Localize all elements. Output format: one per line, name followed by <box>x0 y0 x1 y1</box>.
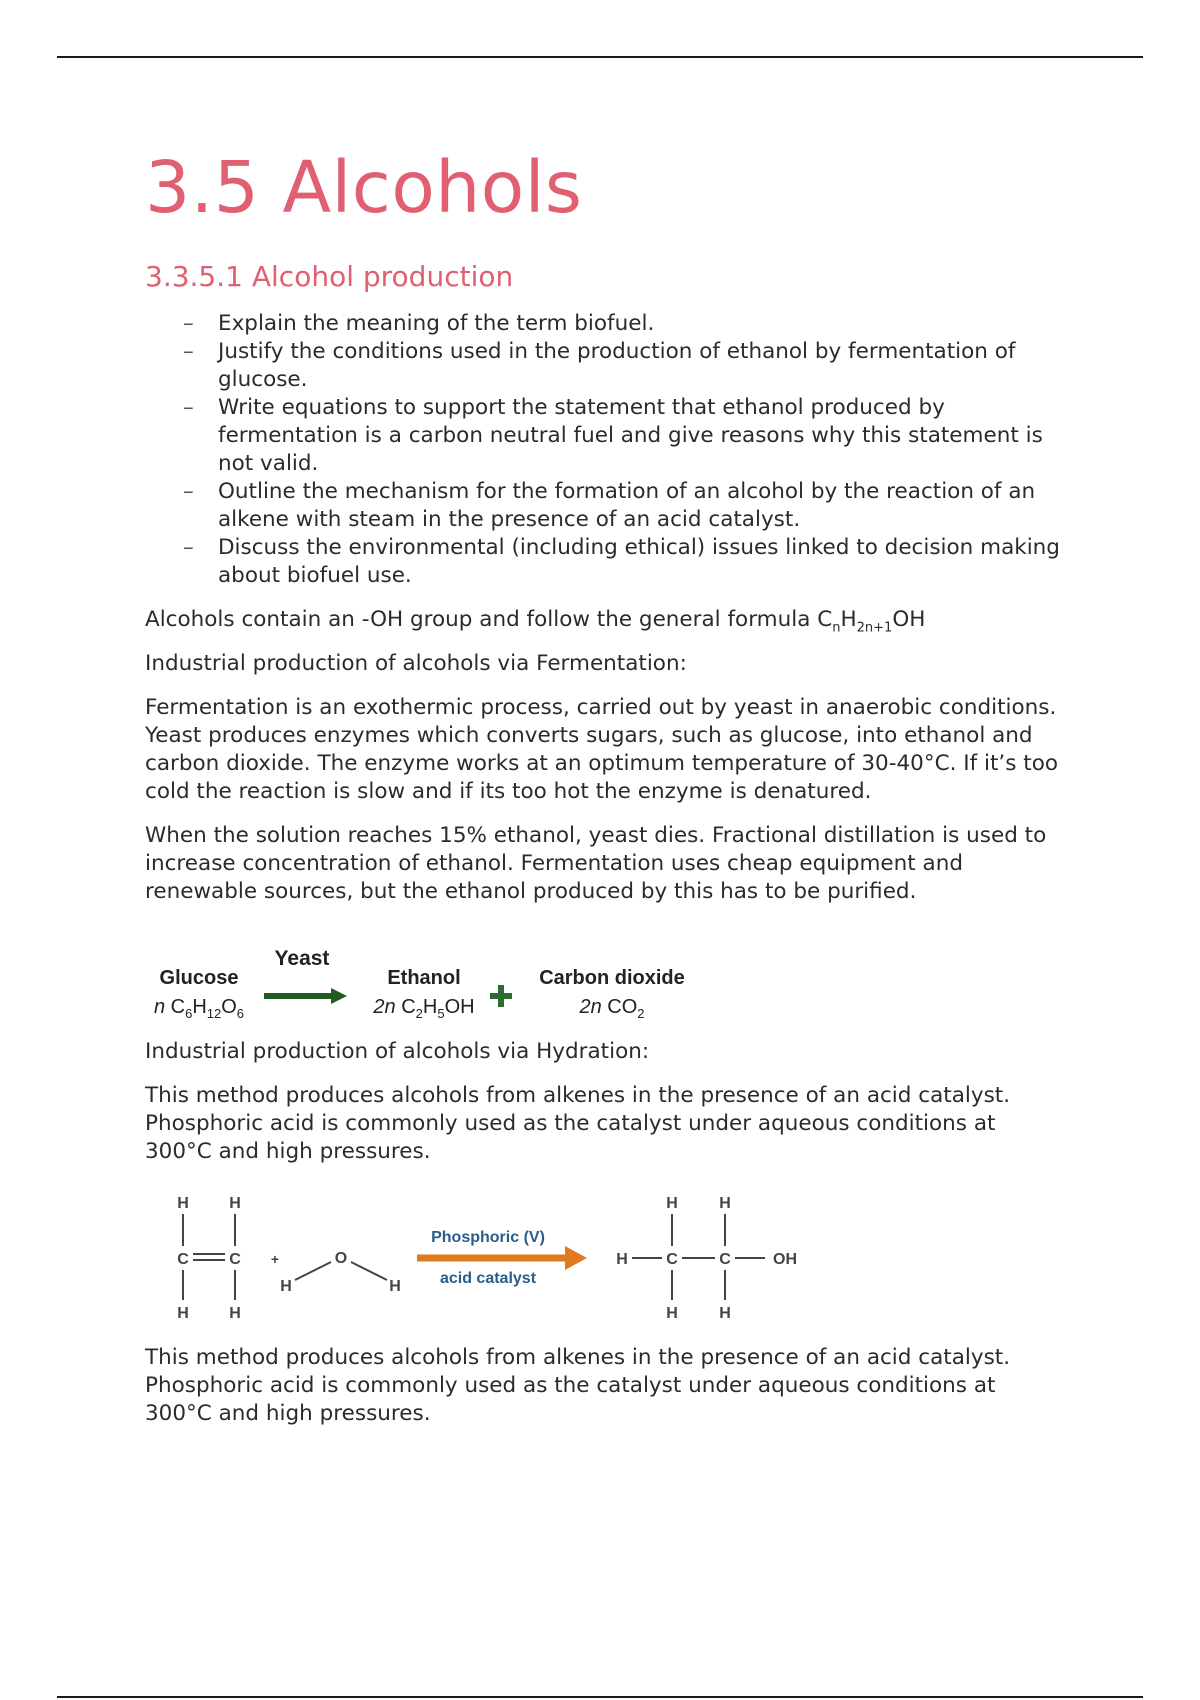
product2-name: Carbon dioxide <box>539 967 685 989</box>
document-content <box>145 140 1065 1444</box>
bullet-dash: – <box>183 339 194 364</box>
atom-label: H <box>616 1251 628 1268</box>
hydration-heading: Industrial production of alcohols via Hydration: <box>145 1039 650 1064</box>
atom-label: H <box>280 1278 292 1295</box>
catalyst-label: Yeast <box>274 947 330 970</box>
objectives-list <box>145 310 1065 590</box>
catalyst-label-line1: Phosphoric (V) <box>431 1229 545 1246</box>
fermentation-heading: Industrial production of alcohols via Fermentation: <box>145 651 687 676</box>
top-rule <box>57 56 1143 58</box>
plus-sign: + <box>270 1251 280 1267</box>
atom-label: H <box>719 1305 731 1322</box>
list-item: – Justify the conditions used in the production of ethanol by fermentation of glucose. <box>183 339 1016 392</box>
atom-label: H <box>177 1305 189 1322</box>
atom-label: H <box>389 1278 401 1295</box>
atom-label: C <box>229 1251 241 1268</box>
section-heading: 3.3.5.1 Alcohol production <box>145 260 514 293</box>
list-item: – Explain the meaning of the term biofuel. <box>183 311 655 336</box>
product1-name: Ethanol <box>387 967 461 989</box>
product1-formula: 2n $C_2H_5OH$ <box>373 996 475 1021</box>
list-item: – Write equations to support the statement that ethanol produced by fermentation is a carbon neutral fuel and give reasons why this statement is not valid. <box>183 395 1043 476</box>
bullet-dash: – <box>183 395 194 420</box>
list-item: – Outline the mechanism for the formation of an alcohol by the reaction of an alkene with steam in the presence of an acid catalyst. <box>183 479 1036 532</box>
bottom-rule <box>57 1696 1143 1698</box>
reaction-arrow <box>417 1246 587 1270</box>
atom-label: C <box>177 1251 189 1268</box>
product2-formula: 2n $CO_2$ <box>579 996 645 1021</box>
atom-label: H <box>229 1195 241 1212</box>
atom-label: OH <box>773 1251 797 1268</box>
general-formula-paragraph: Alcohols contain an -OH group and follow the general formula $C_nH_{2n+1}OH$ <box>145 607 926 636</box>
plus-sign <box>490 985 512 1007</box>
atom-label: H <box>666 1305 678 1322</box>
hydration-paragraph-2: This method produces alcohols from alkenes in the presence of an acid catalyst. Phosphoric acid is commonly used as the catalyst under aqueous conditions at 300°C and high pressures. <box>145 1345 1011 1426</box>
fermentation-equation-diagram <box>145 932 705 1032</box>
bullet-dash: – <box>183 311 194 336</box>
catalyst-label-line2: acid catalyst <box>439 1270 537 1287</box>
fermentation-paragraph-1: Fermentation is an exothermic process, carried out by yeast in anaerobic conditions. Yeast produces enzymes which converts sugars, such as glucose, into ethanol and carbon dioxide. The enzyme works at an optimum temperature of 30-40°C. If it’s too cold the reaction is slow and if its too hot the enzyme is denatured. <box>145 695 1059 804</box>
reactant-name: Glucose <box>159 967 239 989</box>
atom-label: H <box>177 1195 189 1212</box>
bullet-dash: – <box>183 479 194 504</box>
bullet-dash: – <box>183 535 194 560</box>
atom-label: H <box>229 1305 241 1322</box>
reactant-formula: n $C_6H_{12}O_6$ <box>153 996 245 1021</box>
hydration-reaction-diagram <box>145 1184 825 1324</box>
atom-label: O <box>334 1250 348 1267</box>
reaction-arrow <box>264 988 347 1004</box>
atom-label: H <box>719 1195 731 1212</box>
hydration-paragraph-1: This method produces alcohols from alkenes in the presence of an acid catalyst. Phosphoric acid is commonly used as the catalyst under aqueous conditions at 300°C and high pressures. <box>145 1083 1011 1164</box>
page-title: 3.5 Alcohols <box>145 146 583 229</box>
atom-label: C <box>666 1251 678 1268</box>
fermentation-paragraph-2: When the solution reaches 15% ethanol, yeast dies. Fractional distillation is used to increase concentration of ethanol. Fermentation uses cheap equipment and renewable sources, but the ethanol produced by this has to be purified. <box>145 823 1047 904</box>
list-item: – Discuss the environmental (including ethical) issues linked to decision making about biofuel use. <box>183 535 1060 588</box>
atom-label: C <box>719 1251 731 1268</box>
atom-label: H <box>666 1195 678 1212</box>
